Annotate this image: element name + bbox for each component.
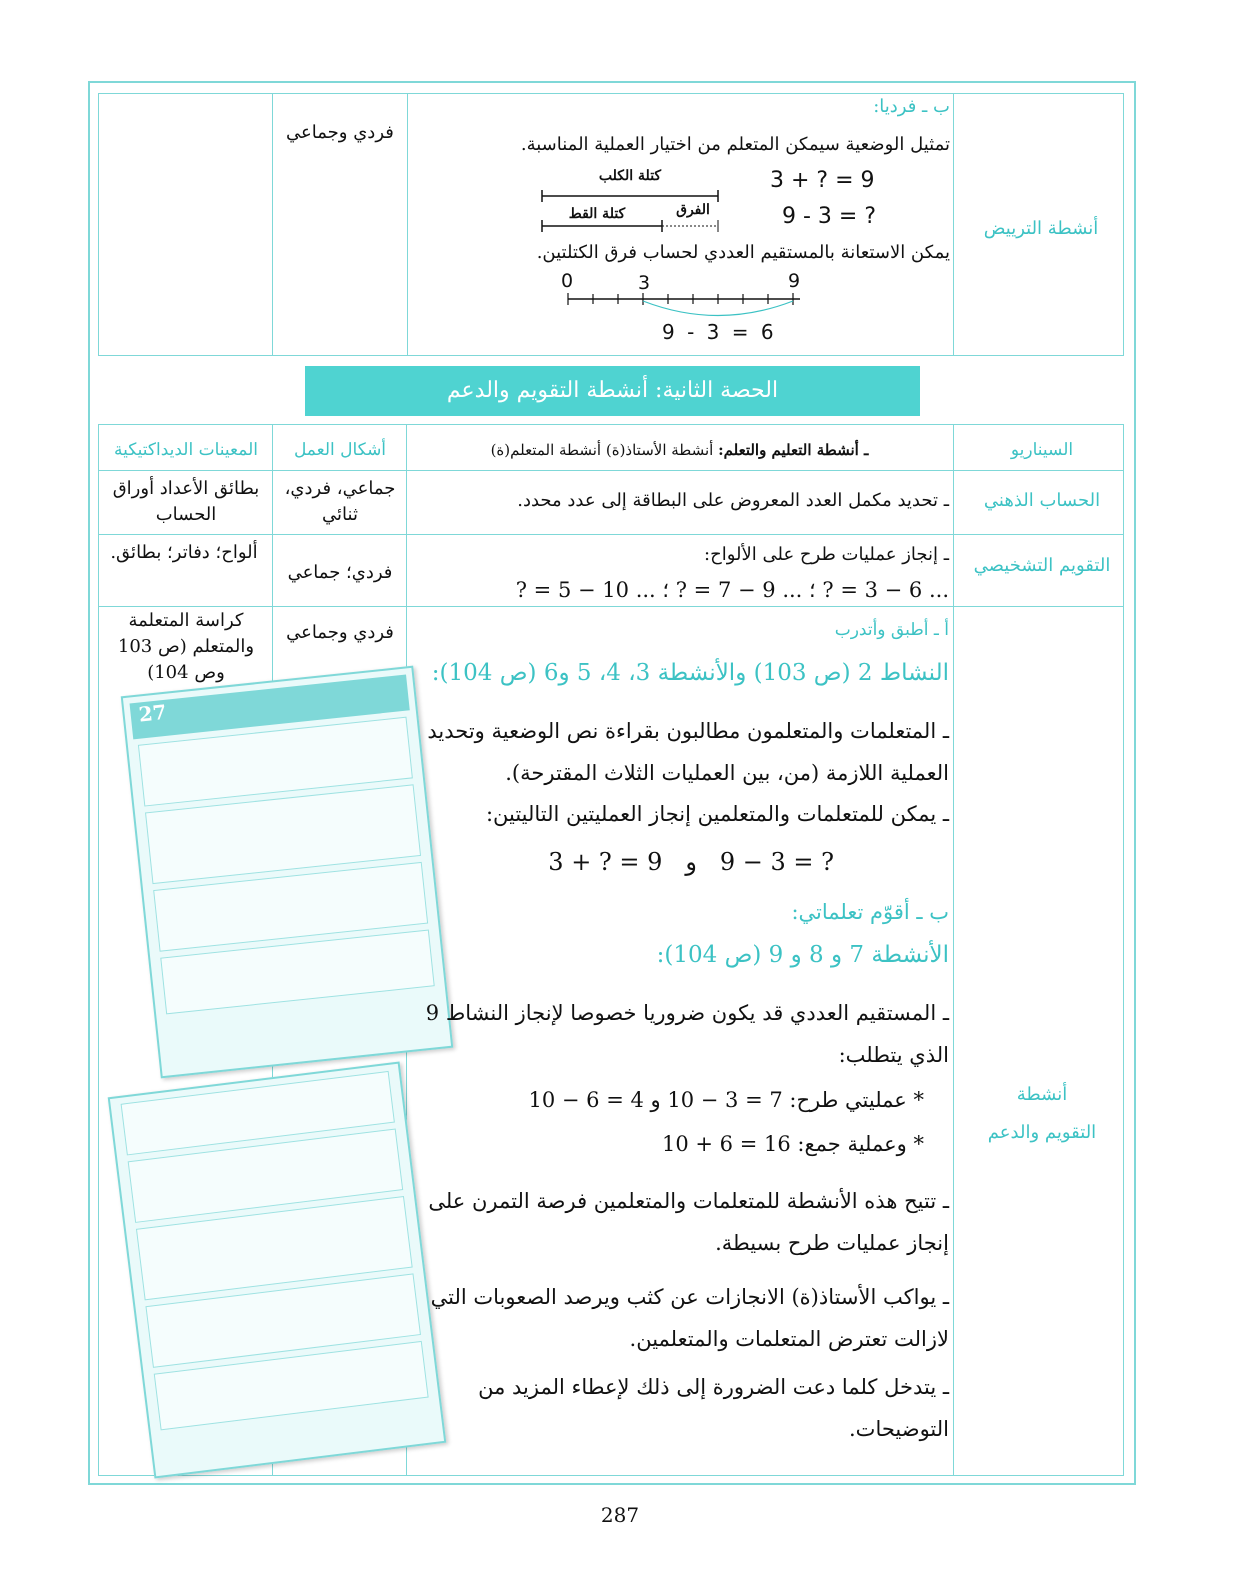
header-work-forms: أشكال العمل [293, 440, 387, 460]
mental-text: ـ تحديد مكمل العدد المعروض على البطاقة إلى عدد محدد. [517, 490, 949, 511]
b-paragraph-3: ـ يواكب الأستاذ(ة) الانجازات عن كثب ويرصد الصعوبات التي لازالت تعترض المتعلمات والمتعلمين. [430, 1285, 949, 1351]
a-paragraph-1: ـ المتعلمات والمتعلمون مطالبون بقراءة نص الوضعية وتحديد العملية اللازمة (من، بين العمليات الثلاث المقترحة). [427, 719, 949, 785]
b-paragraph-1: ـ المستقيم العددي قد يكون ضروريا خصوصا لإنجاز النشاط 9 الذي يتطلب: [425, 1001, 949, 1067]
diagnostic-aids: ألواح؛ دفاتر؛ بطائق. [110, 542, 258, 563]
diagnostic-text: ـ إنجاز عمليات طرح على الألواح: [704, 544, 949, 565]
diagnostic-label: التقويم التشخيصي [973, 555, 1111, 576]
a-paragraph-2: ـ يمكن للمتعلمات والمتعلمين إنجاز العمليتين التاليتين: [485, 802, 949, 826]
diagnostic-ops: ... 6 − 3 = ? ؛ ... 9 − 7 = ? ؛ ... 10 − 5 = ? [515, 578, 949, 602]
header-aids: المعينات الديداكتيكية [114, 440, 258, 460]
header-scenario: السيناريو [1010, 440, 1074, 460]
diagnostic-work: فردي؛ جماعي [287, 562, 393, 583]
top-line1: تمثيل الوضعية سيمكن المتعلم من اختيار العملية المناسبة. [520, 134, 950, 155]
b-paragraph-4: ـ يتدخل كلما دعت الضرورة إلى ذلك لإعطاء المزيد من التوضيحات. [478, 1375, 949, 1441]
a-equations: ? = 3 − 9 و 9 = ? + 3 [548, 848, 834, 876]
equation-2: 9 - 3 = ? [782, 204, 877, 229]
a-subheading: النشاط 2 (ص 103) والأنشطة 3، 4، 5 و6 (ص 104): [431, 660, 949, 686]
a-heading: أ ـ أطبق وأتدرب [834, 620, 949, 640]
number-line [560, 270, 810, 320]
cat-mass-label: كتلة القط [568, 206, 626, 222]
mental-aids: بطائق الأعداد أوراق الحساب [112, 478, 260, 525]
workbook-page-thumbnail-1 [121, 666, 454, 1079]
nl-three: 3 [638, 272, 651, 294]
mental-label: الحساب الذهني [983, 490, 1101, 511]
session-banner: الحصة الثانية: أنشطة التقويم والدعم [305, 366, 920, 416]
top-line2: يمكن الاستعانة بالمستقيم العددي لحساب فرق الكتلتين. [536, 242, 950, 263]
nl-nine: 9 [788, 270, 801, 292]
evaluation-aids: كراسة المتعلمة والمتعلم (ص 103 وص 104) [117, 610, 255, 683]
b-operation-1: * عمليتي طرح: 7 = 3 − 10 و 4 = 6 − 10 [528, 1088, 924, 1112]
equation-1: 3 + ? = 9 [770, 168, 875, 193]
header-activities-bold: ـ أنشطة التعليم والتعلم: [718, 441, 869, 459]
top-work-form: فردي وجماعي [286, 122, 394, 143]
top-aids-cell [99, 94, 273, 356]
mental-work: جماعي، فردي، ثنائي [284, 478, 396, 525]
header-activities-rest: أنشطة الأستاذ(ة) أنشطة المتعلم(ة) [490, 441, 719, 459]
evaluation-label-1: أنشطة [1016, 1084, 1068, 1105]
thumb1-number: 27 [137, 699, 168, 727]
b-heading: ب ـ أقوّم تعلماتي: [791, 900, 949, 924]
workbook-page-thumbnail-2 [108, 1062, 447, 1479]
dog-mass-label: كتلة الكلب [598, 168, 662, 184]
nl-result: 9 - 3 = 6 [662, 320, 774, 344]
nl-zero: 0 [561, 270, 574, 292]
difference-label: الفرق [676, 202, 710, 218]
evaluation-work: فردي وجماعي [286, 622, 394, 643]
page-number: 287 [600, 1503, 640, 1527]
b-subheading: الأنشطة 7 و 8 و 9 (ص 104): [656, 942, 949, 968]
evaluation-label-2: التقويم والدعم [987, 1122, 1097, 1143]
top-work-cell [273, 94, 408, 356]
header-activities [412, 441, 947, 459]
top-section-label: أنشطة الترييض [983, 218, 1099, 239]
top-heading: ب ـ فرديا: [873, 96, 950, 117]
b-operation-2: * وعملية جمع: 16 = 6 + 10 [661, 1132, 924, 1156]
b-paragraph-2: ـ تتيح هذه الأنشطة للمتعلمات والمتعلمين فرصة التمرن على إنجاز عمليات طرح بسيطة. [428, 1189, 949, 1255]
